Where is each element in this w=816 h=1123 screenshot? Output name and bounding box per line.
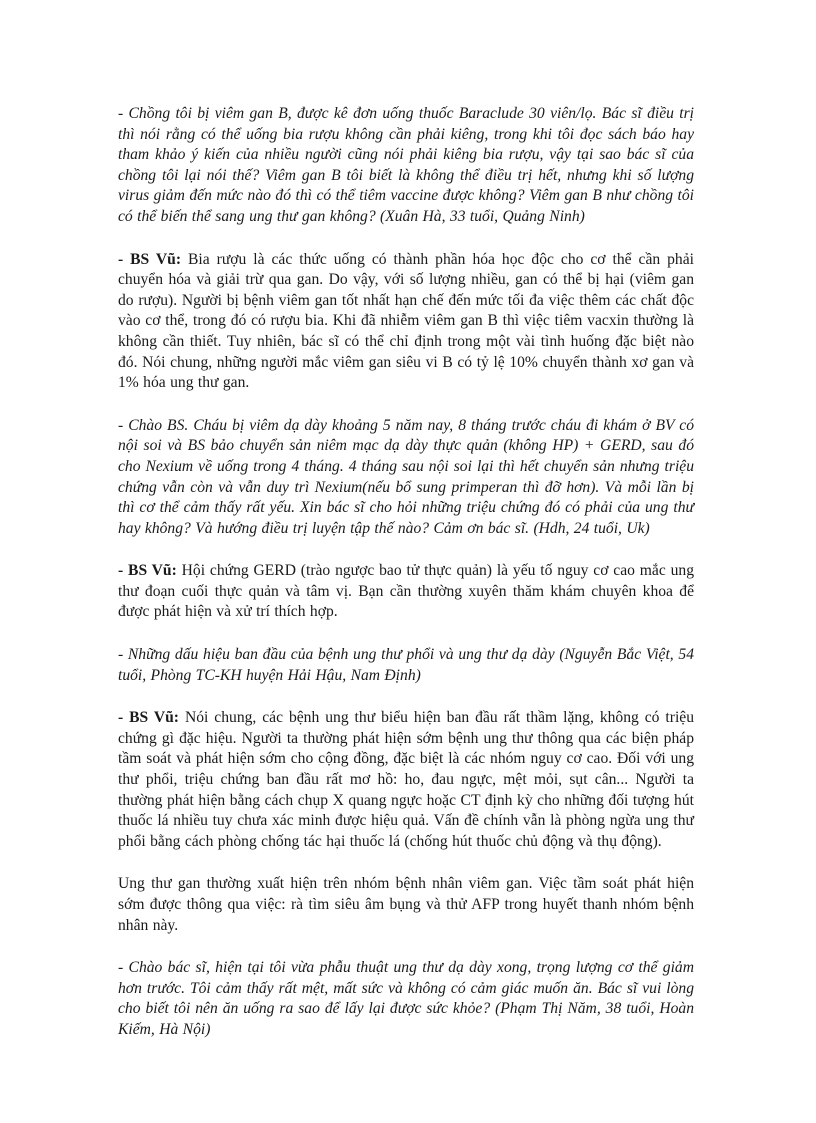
answer-text: Nói chung, các bệnh ung thư biểu hiện ban đầu rất thầm lặng, không có triệu chứng gì đặc hiệu. Người ta thường phát hiện sớm bệnh ung thư thông qua các biện pháp tầm soát và phát hiện sớm cho cộng đồng, đặc biệt là các nhóm nguy cơ cao. Đối với ung thư phổi, triệu chứng ban đầu rất mơ hồ: ho, đau ngực, mệt mỏi, sụt cân... Người ta thường phát hiện bằng cách chụp X quang ngực hoặc CT định kỳ cho những đối tượng hút thuốc lá nhiều tuy chưa xác minh được hiệu quả. Vấn đề chính vẫn là phòng ngừa ung thư phổi bằng cách phòng chống tác hại thuốc lá (chống hút thuốc chủ động và thụ động). [118,709,694,850]
document-page [118,104,694,1063]
question-paragraph: - Chồng tôi bị viêm gan B, được kê đơn uống thuốc Baraclude 30 viên/lọ. Bác sĩ điều trị thì nói rằng có thể uống bia rượu không cần phải kiêng, trong khi tôi đọc sách báo hay tham khảo ý kiến của nhiều người cũng nói phải kiêng bia rượu, vậy tại sao bác sĩ của chồng tôi lại nói thế? Viêm gan B tôi biết là không thể điều trị hết, nhưng khi số lượng virus giảm đến mức nào đó thì có thể tiêm vaccine được không? Viêm gan B như chồng tôi có thể biến thể sang ung thư gan không? (Xuân Hà, 33 tuổi, Quảng Ninh) [118,105,694,225]
body-paragraph: Ung thư gan thường xuất hiện trên nhóm bệnh nhân viêm gan. Việc tầm soát phát hiện sớm được thông qua việc: rà tìm siêu âm bụng và thử AFP trong huyết thanh nhóm bệnh nhân này. [118,875,694,934]
answer-text: Hội chứng GERD (trào ngược bao tử thực quản) là yếu tố nguy cơ cao mắc ung thư đoạn cuối thực quản và tâm vị. Bạn cần thường xuyên thăm khám chuyên khoa để được phát hiện và xử trí thích hợp. [118,562,694,621]
answer-paragraph [118,561,694,623]
question-paragraph: - Chào bác sĩ, hiện tại tôi vừa phẫu thuật ung thư dạ dày xong, trọng lượng cơ thể giảm hơn trước. Tôi cảm thấy rất mệt, mất sức và không có cảm giác muốn ăn. Bác sĩ vui lòng cho biết tôi nên ăn uống ra sao để lấy lại được sức khỏe? (Phạm Thị Năm, 38 tuổi, Hoàn Kiếm, Hà Nội) [118,959,694,1038]
answer-speaker: - BS Vũ: [118,709,180,727]
answer-speaker: - BS Vũ: [118,250,182,268]
answer-text: Bia rượu là các thức uống có thành phần hóa học độc cho cơ thể cần phải chuyển hóa và giải trừ qua gan. Do vậy, với số lượng nhiều, gan có thể bị hại (viêm gan do rượu). Người bị bệnh viêm gan tốt nhất hạn chế đến mức tối đa việc thêm các chất độc vào cơ thể, trong đó có rượu bia. Khi đã nhiễm viêm gan B thì việc tiêm vacxin thường là không cần thiết. Tuy nhiên, bác sĩ có thể chỉ định trong một vài tình huống đặc biệt nào đó. Nói chung, những người mắc viêm gan siêu vi B có tỷ lệ 10% chuyển thành xơ gan và 1% hóa ung thư gan. [118,250,694,392]
answer-paragraph [118,250,694,394]
question-paragraph: - Chào BS. Cháu bị viêm dạ dày khoảng 5 năm nay, 8 tháng trước cháu đi khám ở BV có nội soi và BS bảo chuyển sản niêm mạc dạ dày thực quản (không HP) + GERD, sau đó cho Nexium về uống trong 4 tháng. 4 tháng sau nội soi lại thì hết chuyển sản nhưng triệu chứng vẫn còn và vẫn duy trì Nexium(nếu bổ sung primperan thì đỡ hơn). Và mỗi lần bị thì cơ thể cảm thấy rất yếu. Xin bác sĩ cho hỏi những triệu chứng đó có phải của ung thư hay không? Và hướng điều trị luyện tập thế nào? Cảm ơn bác sĩ. (Hdh, 24 tuổi, Uk) [118,416,694,537]
answer-speaker: - BS Vũ: [118,562,177,580]
answer-paragraph [118,708,694,852]
question-paragraph: - Những dấu hiệu ban đầu của bệnh ung thư phổi và ung thư dạ dày (Nguyễn Bắc Việt, 54 tuổi, Phòng TC-KH huyện Hải Hậu, Nam Định) [118,646,694,684]
